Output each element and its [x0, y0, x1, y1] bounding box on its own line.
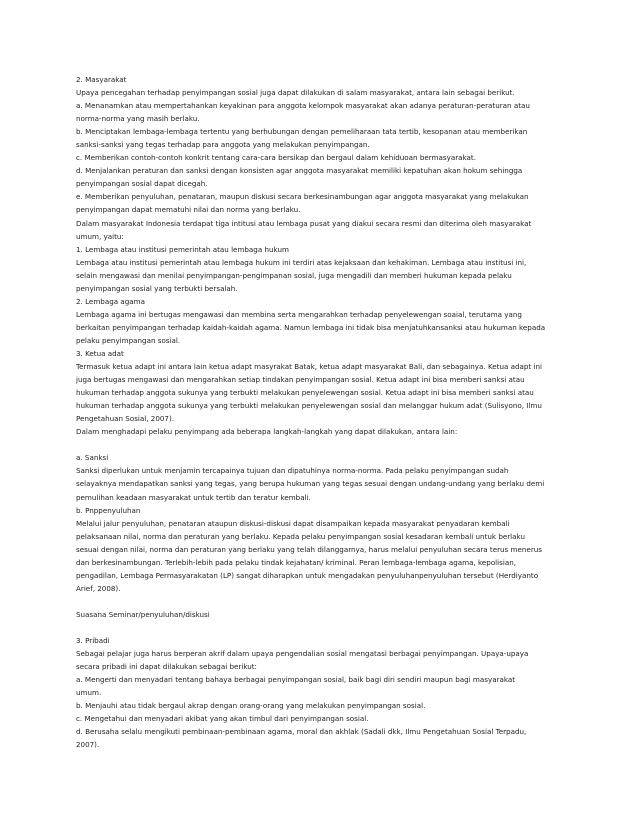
text-line: b. Menciptakan lembaga-lembaga tertentu yang berhubungan dengan pemeliharaan tata tertib, kesopanan atau memberikan: [76, 127, 528, 137]
text-line: b. Pnppenyuluhan: [76, 505, 141, 515]
text-line: pelaku penyimpangan sosial.: [76, 335, 181, 345]
text-line: penyimpangan sosial yang terbukti bersalah.: [76, 283, 238, 293]
text-line: d. Berusaha selalu mengikuti pembinaan-pembinaan agama, moral dan akhlak (Sadali dkk, Ilmu Pengetahuan Sosial Terpadu,: [76, 727, 527, 737]
text-line: penyimpangan dapat mematuhi nilai dan norma yang berlaku.: [76, 205, 301, 215]
text-line: d. Menjalankan peraturan dan sanksi dengan konsisten agar anggota masyarakat memiliki kepatuhan akan hokum sehingga: [76, 166, 523, 176]
text-line: b. Menjauhi atau tidak bergaul akrap dengan orang-orang yang melakukan penyimpangan sosial.: [76, 701, 426, 711]
text-line: a. Sanksi: [76, 453, 109, 463]
text-line: pemulihan keadaan masyarakat untuk tertib dan teratur kembali.: [76, 492, 311, 502]
text-line: Arief, 2008).: [76, 583, 121, 593]
text-line: Dalam masyarakat Indonesia terdapat tiga intitusi atau lembaga pusat yang diakui secara resmi dan diterima oleh masyarakat: [76, 218, 532, 228]
text-line: Melalui jalur penyuluhan, penataran ataupun diskusi-diskusi dapat disampaikan kepada masyarakat penyadaran kembali: [76, 518, 510, 528]
text-line: c. Mengetahui dan menyadari akibat yang akan timbul dari penyimpangan sosial.: [76, 714, 369, 724]
text-line: umum, yaitu:: [76, 231, 124, 241]
text-line: Sanksi diperlukan untuk menjamin tercapainya tujuan dan dipatuhinya norma-norma. Pada pelaku penyimpangan sudah: [76, 466, 509, 476]
text-line: c. Memberikan contoh-contoh konkrit tentang cara-cara bersikap dan bergaul dalam kehiduoan bermasyarakat.: [76, 153, 476, 163]
blank-line: [76, 438, 568, 451]
text-line: Lembaga atau institusi pemerintah atau lembaga hukum ini terdiri atas kejaksaan dan kehakiman. Lembaga atau institusi ini,: [76, 257, 527, 267]
text-line: pengadilan, Lembaga Permasyarakatan (LP) sangat diharapkan untuk mengadakan penyuluhanpenyuluhan tersebut (Herdiyanto: [76, 570, 539, 580]
text-line: juga bertugas mengawasi dan mengarahkan setiap tindakan penyimpangan sosial. Ketua adapt ini bisa memberi sanksi atau: [76, 375, 525, 385]
blank-line: [76, 621, 568, 634]
text-line: Sebagai pelajar juga harus berperan akrif dalam upaya pengendalian sosial mengatasi berbagai penyimpangan. Upaya-upaya: [76, 649, 529, 659]
text-line: umum.: [76, 688, 102, 698]
text-line: Upaya pencegahan terhadap penyimpangan sosial juga dapat dilakukan di salam masyarakat, antara lain sebagai berikut.: [76, 88, 515, 98]
text-line: pelaksanaan nilai, norma dan peraturan yang berlaku. Kepada pelaku penyimpangan sosial kesadaran kembali untuk berlaku: [76, 531, 525, 541]
text-line: a. Menanamkan atau mempertahankan keyakinan para anggota kelompok masyarakat akan adanya peraturan-peraturan atau: [76, 101, 530, 111]
text-line: berkaitan penyimpangan terhadap kaidah-kaidah agama. Namun lembaga ini tidak bisa menjatuhkansanksi atau hukuman kepada: [76, 322, 546, 332]
text-line: Suasana Seminar/penyuluhan/diskusi: [76, 609, 210, 619]
text-line: 3. Ketua adat: [76, 348, 124, 358]
text-line: selain mengawasi dan menilai penyimpangan-pengimpanan sosial, juga mengadili dan memberi hukuman kepada pelaku: [76, 270, 512, 280]
text-line: dan berkesinambungan. Terlebih-lebih pada pelaku tindak kejahatan/ kriminal. Peran lembaga-lembaga agama, kepolisian,: [76, 557, 517, 567]
blank-line: [76, 595, 568, 608]
text-line: 2. Masyarakat: [76, 75, 127, 84]
text-line: a. Mengerti dan menyadari tentang bahaya berbagai penyimpangan sosial, baik bagi diri sendiri maupun bagi masyarakat: [76, 675, 516, 685]
text-line: penyimpangan sosial dapat dicegah.: [76, 179, 208, 189]
text-line: sesuai dengan nilai, norma dan peraturan yang berlaku yang telah dilanggarnya, harus melalui penyuluhan secara terus menerus: [76, 544, 542, 554]
text-line: norma-norma yang masih berlaku.: [76, 114, 200, 124]
text-line: 2. Lembaga agama: [76, 296, 145, 306]
text-line: Lembaga agama ini bertugas mengawasi dan membina serta mengarahkan terhadap penyelewengan soaial, terutama yang: [76, 309, 522, 319]
text-line: hukuman terhadap anggota sukunya yang terbukti melakukan penyelewengan sosial. Ketua adapt ini bisa memberi sanksi atau: [76, 388, 534, 398]
text-line: Termasuk ketua adapt ini antara lain ketua adapt masyrakat Batak, ketua adapt masyarakat Bali, dan sebagainya. Ketua adapt ini: [76, 362, 543, 372]
text-line: sanksi-sanksi yang tegas terhadap para anggota yang melakukan penyimpangan.: [76, 140, 370, 150]
text-line: Dalam menghadapi pelaku penyimpang ada beberapa langkah-langkah yang dapat dilakukan, antara lain:: [76, 427, 458, 437]
text-line: Pengetahuan Sosial, 2007).: [76, 414, 175, 424]
text-line: selayaknya mendapatkan sanksi yang tegas, yang berupa hukuman yang tegas sesuai dengan undang-undang yang berlaku demi: [76, 479, 545, 489]
text-line: 2007).: [76, 740, 100, 750]
text-line: hukuman terhadap anggota sukunya yang terbukti melakukan penyelewengan sosial dan melanggar hukum adat (Sulisyono, Ilmu: [76, 401, 542, 411]
text-line: secara pribadi ini dapat dilakukan sebagai berikut:: [76, 662, 257, 672]
document-page: [76, 73, 568, 751]
text-line: e. Memberikan penyuluhan, penataran, maupun diskusi secara berkesinambungan agar anggota masyarakat yang melakukan: [76, 192, 529, 202]
text-line: 1. Lembaga atau institusi pemerintah atau lembaga hukum: [76, 244, 289, 254]
text-line: 3. Pribadi: [76, 636, 110, 646]
